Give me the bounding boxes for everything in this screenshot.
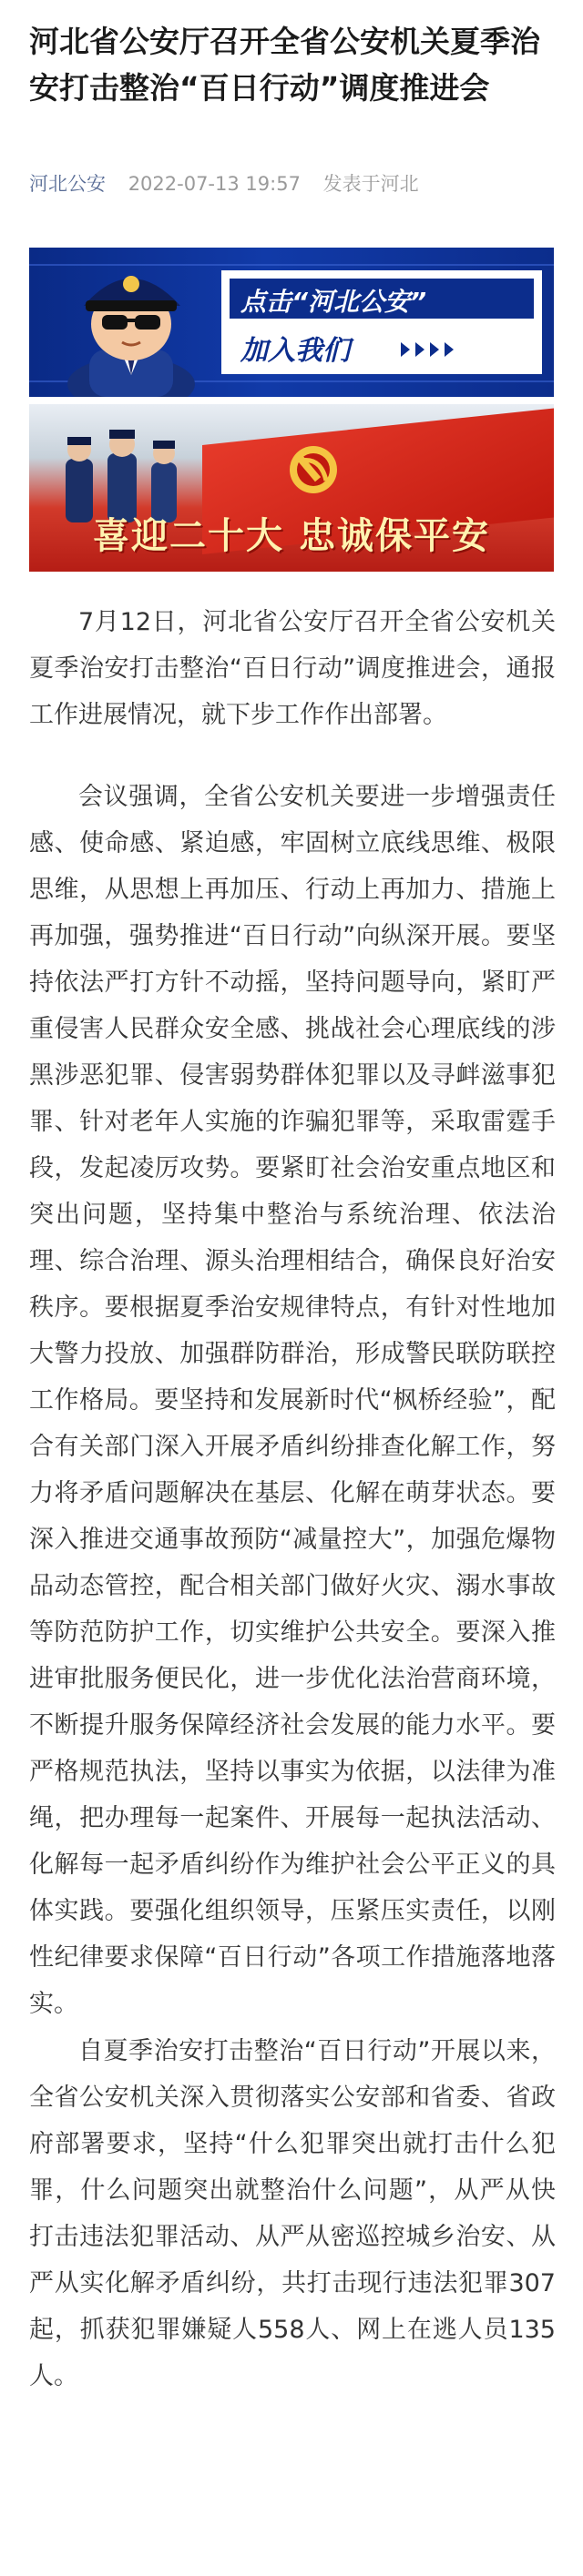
article-paragraph: 自夏季治安打击整治“百日行动”开展以来，全省公安机关深入贯彻落实公安部和省委、省政府部署要求，坚持“什么犯罪突出就打击什么犯罪，什么问题突出就整治什么问题”，从严从快打击违法犯罪活动、从严从密巡控城乡治安、从严从实化解矛盾纠纷，共打击现行违法犯罪307起，抓获犯罪嫌疑人558人、网上在逃人员135人。 [29,2037,556,2390]
article-meta [29,169,419,197]
slogan-text: 喜迎二十大 忠诚保平安 [93,514,490,557]
publish-location: 发表于河北 [322,173,419,195]
article-title: 河北省公安厅召开全省公安机关夏季治安打击整治“百日行动”调度推进会 [29,24,540,106]
join-banner-line2: 加入我们 [240,335,350,367]
article-paragraph: 会议强调，全省公安机关要进一步增强责任感、使命感、紧迫感，牢固树立底线思维、极限思维，从思想上再加压、行动上再加力、措施上再加强，强势推进“百日行动”向纵深开展。要坚持依法严打方针不动摇，坚持问题导向，紧盯严重侵害人民群众安全感、挑战社会心理底线的涉黑涉恶犯罪、侵害弱势群体犯罪以及寻衅滋事犯罪、针对老年人实施的诈骗犯罪等，采取雷霆手段，发起凌厉攻势。要紧盯社会治安重点地区和突出问题，坚持集中整治与系统治理、依法治理、综合治理、源头治理相结合，确保良好治安秩序。要根据夏季治安规律特点，有针对性地加大警力投放、加强群防群治，形成警民联防联控工作格局。要坚持和发展新时代“枫桥经验”，配合有关部门深入开展矛盾纠纷排查化解工作，努力将矛盾问题解决在基层、化解在萌芽状态。要深入推进交通事故预防“减量控大”，加强危爆物品动态管控，配合相关部门做好火灾、溺水事故等防范防护工作，切实维护公共安全。要深入推进审批服务便民化，进一步优化法治营商环境，不断提升服务保障经济社会发展的能力水平。要严格规范执法，坚持以事实为依据，以法律为准绳，把办理每一起案件、开展每一起执法活动、化解每一起矛盾纠纷作为维护社会公平正义的具体实践。要强化组织领导，压紧压实责任，以刚性纪律要求保障“百日行动”各项工作措施落地落实。 [29,783,556,2018]
join-button-frame [29,248,554,397]
join-banner-line1: 点击“河北公安” [240,287,427,317]
publish-datetime: 2022-07-13 19:57 [128,173,301,195]
join-us-banner[interactable] [29,248,554,397]
slogan-banner [29,404,554,572]
account-name-link[interactable]: 河北公安 [29,173,106,195]
arrow-right-icon [401,340,492,359]
article-paragraph: 7月12日，河北省公安厅召开全省公安机关夏季治安打击整治“百日行动”调度推进会，通报工作进展情况，就下步工作作出部署。 [29,608,556,729]
